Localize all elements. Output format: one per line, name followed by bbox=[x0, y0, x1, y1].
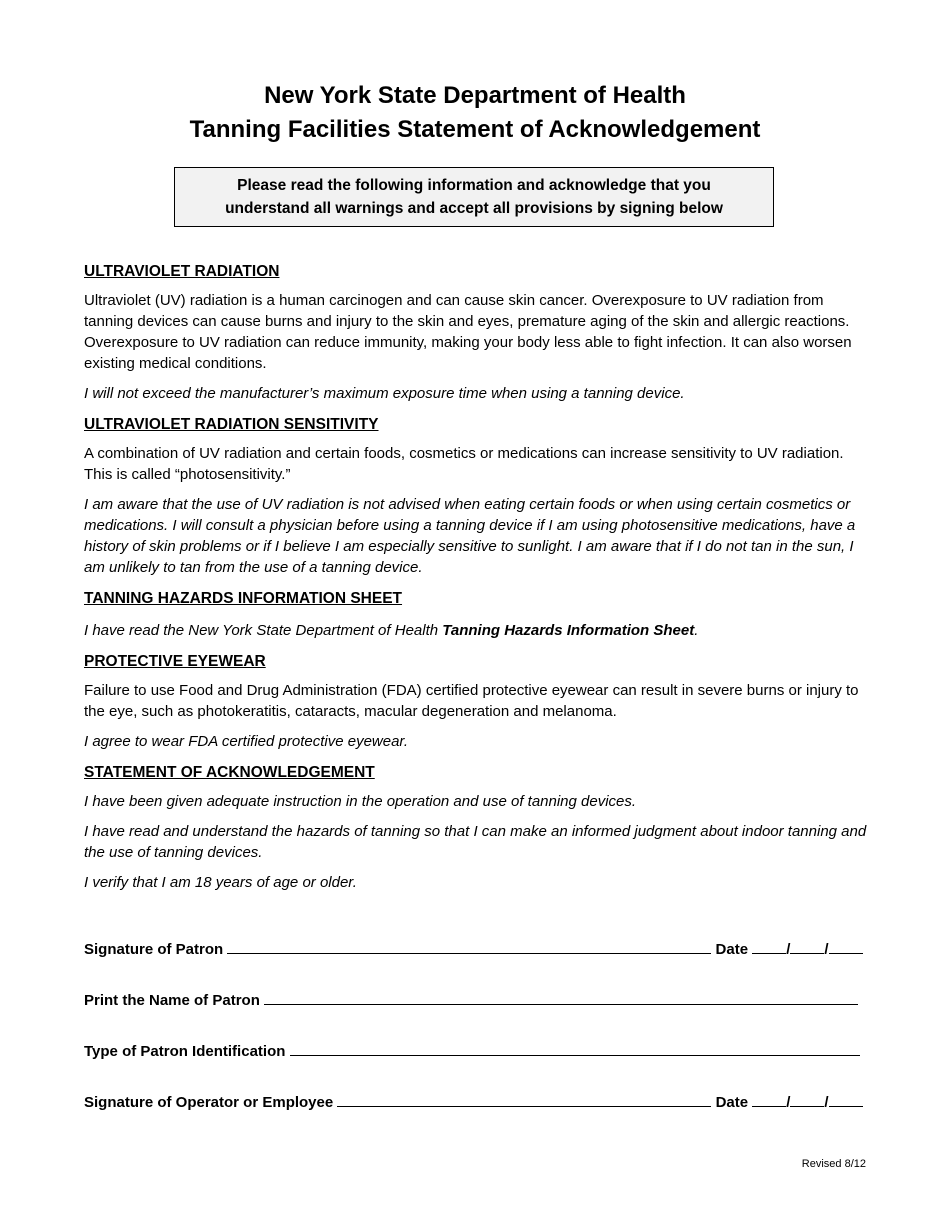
section-protective-eyewear bbox=[84, 650, 868, 752]
section-uv-radiation bbox=[84, 260, 868, 404]
patron-name-label: Print the Name of Patron bbox=[84, 992, 260, 1009]
section-heading: TANNING HAZARDS INFORMATION SHEET bbox=[84, 590, 403, 607]
patron-id-label: Type of Patron Identification bbox=[84, 1043, 286, 1060]
acknowledgement-text: I will not exceed the manufacturer’s maximum exposure time when using a tanning device. bbox=[84, 385, 685, 402]
operator-signature-row bbox=[84, 1092, 863, 1111]
notice-box bbox=[174, 167, 774, 227]
date-separator: / bbox=[824, 1094, 829, 1111]
date-year-field[interactable] bbox=[829, 1092, 863, 1107]
operator-signature-label: Signature of Operator or Employee bbox=[84, 1094, 334, 1111]
revision-note: Revised 8/12 bbox=[801, 1158, 866, 1170]
form-body bbox=[84, 260, 868, 893]
operator-signature-field[interactable] bbox=[337, 1092, 711, 1107]
section-heading: ULTRAVIOLET RADIATION bbox=[84, 263, 280, 280]
notice-line-2: understand all warnings and accept all provisions by signing below bbox=[225, 200, 723, 217]
patron-name-field[interactable] bbox=[264, 990, 858, 1005]
page-title-form: Tanning Facilities Statement of Acknowledgement bbox=[189, 116, 761, 143]
patron-id-field[interactable] bbox=[290, 1041, 860, 1056]
section-text: Failure to use Food and Drug Administration (FDA) certified protective eyewear can result in severe burns or injury to the eye, such as photokeratitis, cataracts, macular degeneration and melanoma. bbox=[84, 682, 859, 720]
date-label: Date bbox=[715, 941, 749, 958]
date-month-field[interactable] bbox=[752, 939, 786, 954]
date-label: Date bbox=[715, 1094, 749, 1111]
page-title-agency: New York State Department of Health bbox=[264, 82, 686, 109]
date-separator: / bbox=[786, 1094, 791, 1111]
patron-signature-label: Signature of Patron bbox=[84, 941, 224, 958]
date-separator: / bbox=[786, 941, 791, 958]
section-text: A combination of UV radiation and certain foods, cosmetics or medications can increase sensitivity to UV radiation. This is called “photosensitivity.” bbox=[84, 445, 844, 483]
acknowledgement-text: I am aware that the use of UV radiation is not advised when eating certain foods or when using certain cosmetics or medications. I will consult a physician before using a tanning device if I am using photosensitive medications, have a history of skin problems or if I believe I am especially sensitive to sunlight. I am aware that if I do not tan in the sun, I am unlikely to tan from the use of a tanning device. bbox=[84, 496, 856, 576]
section-heading: PROTECTIVE EYEWEAR bbox=[84, 653, 266, 670]
date-day-field[interactable] bbox=[790, 1092, 824, 1107]
acknowledgement-text bbox=[84, 620, 868, 641]
acknowledgement-text: I agree to wear FDA certified protective eyewear. bbox=[84, 733, 409, 750]
section-uv-sensitivity bbox=[84, 413, 868, 578]
ack-prefix: I have read the New York State Department of Health bbox=[84, 622, 443, 639]
patron-name-row bbox=[84, 990, 858, 1009]
patron-signature-field[interactable] bbox=[227, 939, 711, 954]
section-heading: ULTRAVIOLET RADIATION SENSITIVITY bbox=[84, 416, 379, 433]
date-day-field[interactable] bbox=[790, 939, 824, 954]
section-hazards-sheet bbox=[84, 587, 868, 641]
acknowledgement-text: I verify that I am 18 years of age or older. bbox=[84, 874, 357, 891]
acknowledgement-text: I have been given adequate instruction in the operation and use of tanning devices. bbox=[84, 793, 637, 810]
date-year-field[interactable] bbox=[829, 939, 863, 954]
date-separator: / bbox=[824, 941, 829, 958]
patron-id-row bbox=[84, 1041, 860, 1060]
patron-signature-row bbox=[84, 939, 863, 958]
section-heading: STATEMENT OF ACKNOWLEDGEMENT bbox=[84, 764, 375, 781]
acknowledgement-text: I have read and understand the hazards of tanning so that I can make an informed judgment about indoor tanning and the use of tanning devices. bbox=[84, 823, 867, 861]
ack-suffix: . bbox=[694, 622, 699, 639]
hazards-sheet-title: Tanning Hazards Information Sheet bbox=[442, 622, 695, 639]
date-month-field[interactable] bbox=[752, 1092, 786, 1107]
section-statement bbox=[84, 761, 868, 893]
section-text: Ultraviolet (UV) radiation is a human carcinogen and can cause skin cancer. Overexposure to UV radiation from tanning devices can cause burns and injury to the skin and eyes, premature aging of the skin and allergic reactions. Overexposure to UV radiation can reduce immunity, making your body less able to fight infection. It can also worsen existing medical conditions. bbox=[84, 292, 852, 372]
notice-line-1: Please read the following information and acknowledge that you bbox=[237, 177, 711, 194]
